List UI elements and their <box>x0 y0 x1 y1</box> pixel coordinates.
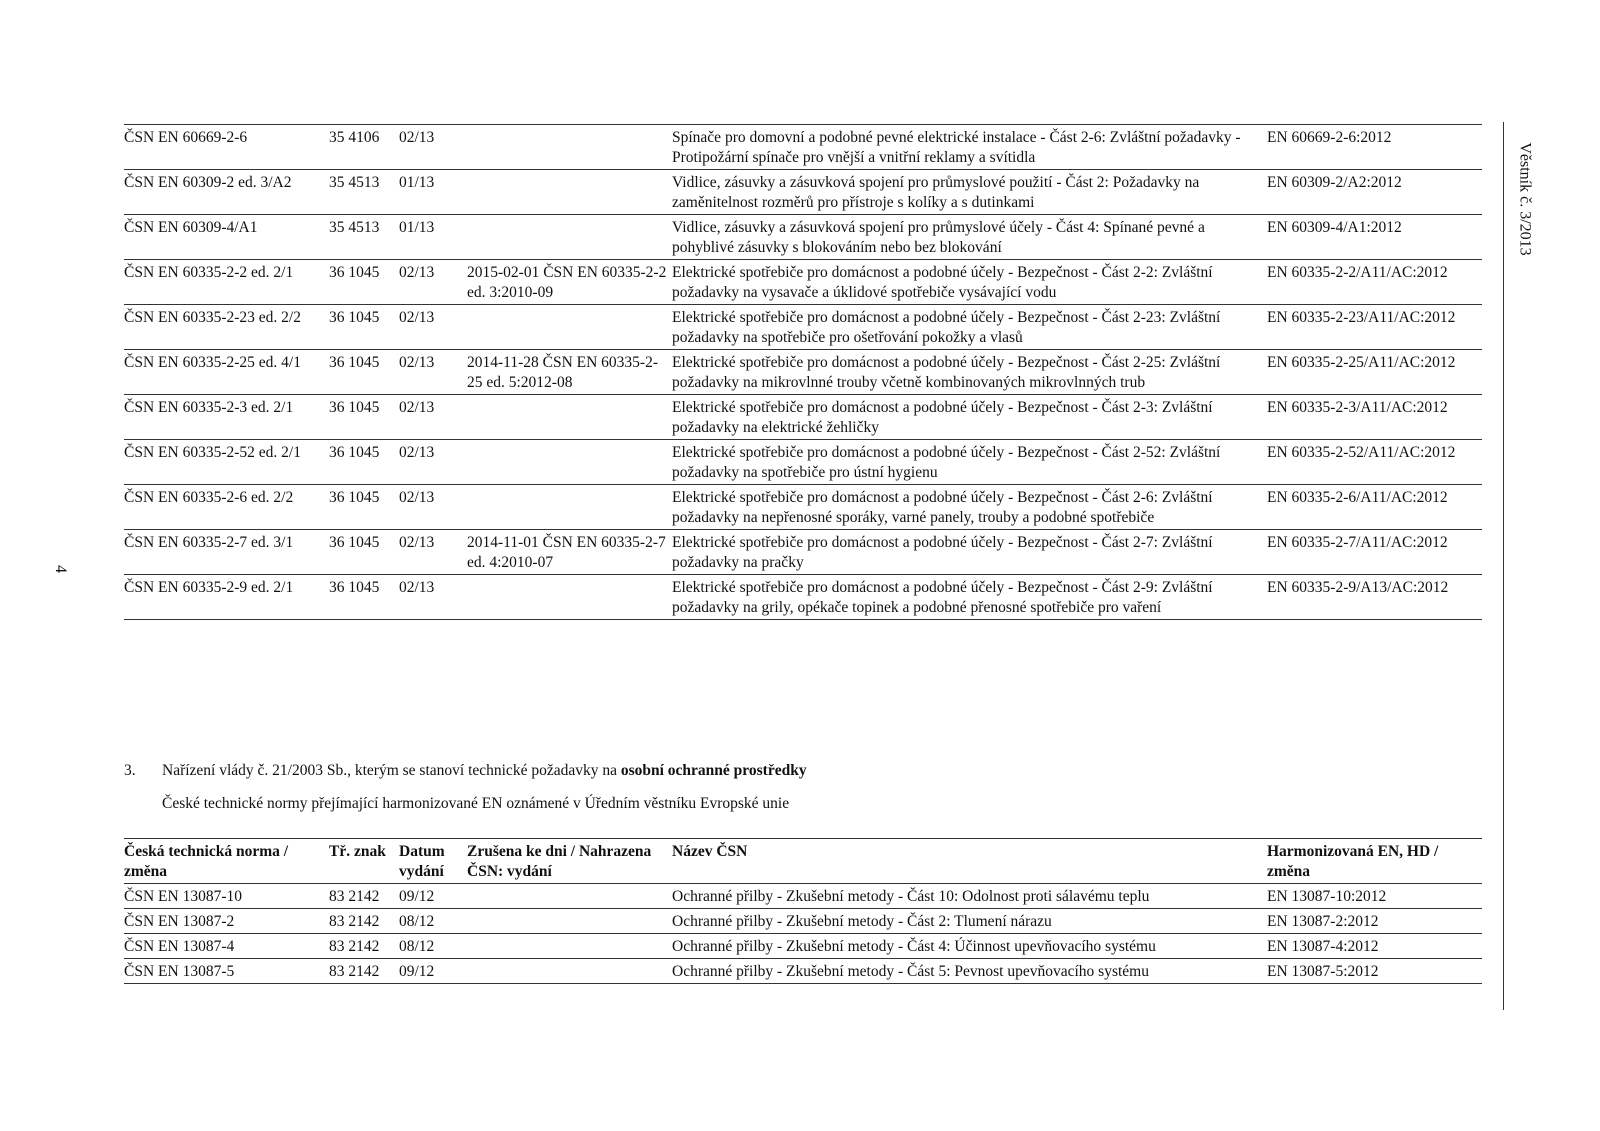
norm-cell: ČSN EN 60335-2-23 ed. 2/2 <box>124 309 301 326</box>
withdrawn-cell <box>467 305 672 350</box>
table-row <box>124 350 1482 395</box>
title-cell: Vidlice, zásuvky a zásuvková spojení pro průmyslové použití - Část 2: Požadavky na zaměnitelnost rozměrů pro přístroje s kolíky a s dutinkami <box>672 174 1200 211</box>
issue-date-cell: 09/12 <box>399 963 435 980</box>
withdrawn-cell <box>467 215 672 260</box>
table-row <box>124 530 1482 575</box>
issue-date-cell: 01/13 <box>399 219 435 236</box>
section-heading-text: Nařízení vlády č. 21/2003 Sb., kterým se stanoví technické požadavky na <box>162 762 621 779</box>
harmonized-en-cell: EN 13087-4:2012 <box>1267 938 1379 955</box>
class-code-cell: 83 2142 <box>329 938 380 955</box>
header-class-code: Tř. znak <box>329 843 386 860</box>
harmonized-en-cell: EN 60335-2-2/A11/AC:2012 <box>1267 264 1448 281</box>
norm-cell: ČSN EN 60309-4/A1 <box>124 219 258 236</box>
harmonized-en-cell: EN 60309-2/A2:2012 <box>1267 174 1402 191</box>
norm-cell: ČSN EN 60335-2-2 ed. 2/1 <box>124 264 294 281</box>
section-subheading: České technické normy přejímající harmonizované EN oznámené v Úředním věstníku Evropské unie <box>162 795 790 812</box>
withdrawn-cell <box>467 440 672 485</box>
table-row <box>124 909 1482 934</box>
harmonized-en-cell: EN 60335-2-25/A11/AC:2012 <box>1267 354 1456 371</box>
issue-date-cell: 02/13 <box>399 129 435 146</box>
table-row <box>124 575 1482 620</box>
table-row <box>124 260 1482 305</box>
class-code-cell: 36 1045 <box>329 264 380 281</box>
class-code-cell: 36 1045 <box>329 534 380 551</box>
issue-date-cell: 02/13 <box>399 444 435 461</box>
withdrawn-cell <box>467 170 672 215</box>
norm-cell: ČSN EN 13087-10 <box>124 888 242 905</box>
class-code-cell: 35 4106 <box>329 129 380 146</box>
class-code-cell: 83 2142 <box>329 913 380 930</box>
harmonized-en-cell: EN 13087-10:2012 <box>1267 888 1387 905</box>
norm-cell: ČSN EN 60669-2-6 <box>124 129 248 146</box>
class-code-cell: 36 1045 <box>329 309 380 326</box>
class-code-cell: 36 1045 <box>329 444 380 461</box>
issue-date-cell: 01/13 <box>399 174 435 191</box>
norm-cell: ČSN EN 13087-4 <box>124 938 235 955</box>
title-cell: Elektrické spotřebiče pro domácnost a podobné účely - Bezpečnost - Část 2-2: Zvláštní požadavky na vysavače a úklidové spotřebiče vysávající vodu <box>672 264 1213 301</box>
title-cell: Elektrické spotřebiče pro domácnost a podobné účely - Bezpečnost - Část 2-25: Zvláštní požadavky na mikrovlnné trouby včetně kombinovaných mikrovlnných trub <box>672 354 1221 391</box>
table-header-row <box>124 839 1482 884</box>
norm-cell: ČSN EN 60335-2-25 ed. 4/1 <box>124 354 301 371</box>
harmonized-en-cell: EN 60335-2-52/A11/AC:2012 <box>1267 444 1456 461</box>
class-code-cell: 83 2142 <box>329 963 380 980</box>
harmonized-en-cell: EN 60669-2-6:2012 <box>1267 129 1392 146</box>
issue-date-cell: 02/13 <box>399 489 435 506</box>
withdrawn-cell: 2014-11-28 ČSN EN 60335-2-25 ed. 5:2012-08 <box>467 354 659 391</box>
issue-date-cell: 02/13 <box>399 399 435 416</box>
withdrawn-cell <box>467 959 672 984</box>
withdrawn-cell: 2015-02-01 ČSN EN 60335-2-2 ed. 3:2010-09 <box>467 264 667 301</box>
norm-cell: ČSN EN 13087-5 <box>124 963 235 980</box>
withdrawn-cell <box>467 395 672 440</box>
class-code-cell: 83 2142 <box>329 888 380 905</box>
harmonized-en-cell: EN 60335-2-3/A11/AC:2012 <box>1267 399 1448 416</box>
withdrawn-cell <box>467 485 672 530</box>
header-withdrawn: Zrušena ke dni / Nahrazena ČSN: vydání <box>467 843 652 880</box>
title-cell: Elektrické spotřebiče pro domácnost a podobné účely - Bezpečnost - Část 2-7: Zvláštní požadavky na pračky <box>672 534 1213 571</box>
table-row <box>124 884 1482 909</box>
issue-date-cell: 02/13 <box>399 534 435 551</box>
title-cell: Elektrické spotřebiče pro domácnost a podobné účely - Bezpečnost - Část 2-3: Zvláštní požadavky na elektrické žehličky <box>672 399 1213 436</box>
norm-cell: ČSN EN 60335-2-6 ed. 2/2 <box>124 489 294 506</box>
issue-date-cell: 09/12 <box>399 888 435 905</box>
harmonized-en-cell: EN 60335-2-23/A11/AC:2012 <box>1267 309 1456 326</box>
title-cell: Ochranné přilby - Zkušební metody - Část 4: Účinnost upevňovacího systému <box>672 938 1156 955</box>
side-divider <box>1503 122 1504 1010</box>
class-code-cell: 35 4513 <box>329 219 380 236</box>
harmonized-en-cell: EN 60335-2-6/A11/AC:2012 <box>1267 489 1448 506</box>
standards-table-continued <box>124 124 1482 620</box>
issue-date-cell: 08/12 <box>399 913 435 930</box>
title-cell: Ochranné přilby - Zkušební metody - Část 5: Pevnost upevňovacího systému <box>672 963 1149 980</box>
title-cell: Elektrické spotřebiče pro domácnost a podobné účely - Bezpečnost - Část 2-6: Zvláštní požadavky na nepřenosné sporáky, varné panely, trouby a podobné spotřebiče <box>672 489 1213 526</box>
norm-cell: ČSN EN 60309-2 ed. 3/A2 <box>124 174 292 191</box>
harmonized-en-cell: EN 13087-2:2012 <box>1267 913 1379 930</box>
title-cell: Vidlice, zásuvky a zásuvková spojení pro průmyslové účely - Část 4: Spínané pevné a pohyblivé zásuvky s blokováním nebo bez blokování <box>672 219 1205 256</box>
issue-date-cell: 02/13 <box>399 354 435 371</box>
table-row <box>124 170 1482 215</box>
class-code-cell: 36 1045 <box>329 354 380 371</box>
withdrawn-cell <box>467 575 672 620</box>
table-row <box>124 395 1482 440</box>
norm-cell: ČSN EN 60335-2-3 ed. 2/1 <box>124 399 294 416</box>
withdrawn-cell <box>467 884 672 909</box>
issue-date-cell: 02/13 <box>399 309 435 326</box>
title-cell: Elektrické spotřebiče pro domácnost a podobné účely - Bezpečnost - Část 2-52: Zvláštní požadavky na spotřebiče pro ústní hygienu <box>672 444 1221 481</box>
running-header: Věstník č. 3/2013 <box>1516 142 1534 256</box>
class-code-cell: 36 1045 <box>329 579 380 596</box>
class-code-cell: 36 1045 <box>329 399 380 416</box>
section-heading <box>124 762 807 780</box>
title-cell: Elektrické spotřebiče pro domácnost a podobné účely - Bezpečnost - Část 2-23: Zvláštní požadavky na spotřebiče pro ošetřování pokožky a vlasů <box>672 309 1221 346</box>
class-code-cell: 36 1045 <box>329 489 380 506</box>
harmonized-en-cell: EN 60335-2-7/A11/AC:2012 <box>1267 534 1448 551</box>
table-row <box>124 305 1482 350</box>
norm-cell: ČSN EN 60335-2-9 ed. 2/1 <box>124 579 294 596</box>
harmonized-en-cell: EN 60309-4/A1:2012 <box>1267 219 1402 236</box>
header-issue-date: Datum vydání <box>399 843 445 880</box>
table-row <box>124 440 1482 485</box>
title-cell: Ochranné přilby - Zkušební metody - Část 2: Tlumení nárazu <box>672 913 1052 930</box>
withdrawn-cell <box>467 934 672 959</box>
header-harmonized-en: Harmonizovaná EN, HD / změna <box>1267 843 1439 880</box>
title-cell: Ochranné přilby - Zkušební metody - Část 10: Odolnost proti sálavému teplu <box>672 888 1150 905</box>
harmonized-en-cell: EN 13087-5:2012 <box>1267 963 1379 980</box>
issue-date-cell: 02/13 <box>399 264 435 281</box>
norm-cell: ČSN EN 13087-2 <box>124 913 235 930</box>
norm-cell: ČSN EN 60335-2-7 ed. 3/1 <box>124 534 294 551</box>
norm-cell: ČSN EN 60335-2-52 ed. 2/1 <box>124 444 301 461</box>
header-norm: Česká technická norma / změna <box>124 843 289 880</box>
class-code-cell: 35 4513 <box>329 174 380 191</box>
table-row <box>124 485 1482 530</box>
harmonized-en-cell: EN 60335-2-9/A13/AC:2012 <box>1267 579 1449 596</box>
section-number: 3. <box>124 762 136 779</box>
ppe-standards-table <box>124 838 1482 984</box>
title-cell: Elektrické spotřebiče pro domácnost a podobné účely - Bezpečnost - Část 2-9: Zvláštní požadavky na grily, opékače topinek a podobné přenosné spotřebiče pro vaření <box>672 579 1213 616</box>
withdrawn-cell <box>467 125 672 170</box>
header-title: Název ČSN <box>672 843 748 860</box>
withdrawn-cell <box>467 909 672 934</box>
table-row <box>124 215 1482 260</box>
section-heading-bold: osobní ochranné prostředky <box>620 762 807 779</box>
table-row <box>124 934 1482 959</box>
page-number: 4 <box>52 565 69 573</box>
issue-date-cell: 02/13 <box>399 579 435 596</box>
table-row <box>124 959 1482 984</box>
withdrawn-cell: 2014-11-01 ČSN EN 60335-2-7 ed. 4:2010-07 <box>467 534 666 571</box>
table-row <box>124 125 1482 170</box>
issue-date-cell: 08/12 <box>399 938 435 955</box>
title-cell: Spínače pro domovní a podobné pevné elektrické instalace - Část 2-6: Zvláštní požadavky - Protipožární spínače pro vnější a vnitřní reklamy a svítidla <box>672 129 1241 166</box>
